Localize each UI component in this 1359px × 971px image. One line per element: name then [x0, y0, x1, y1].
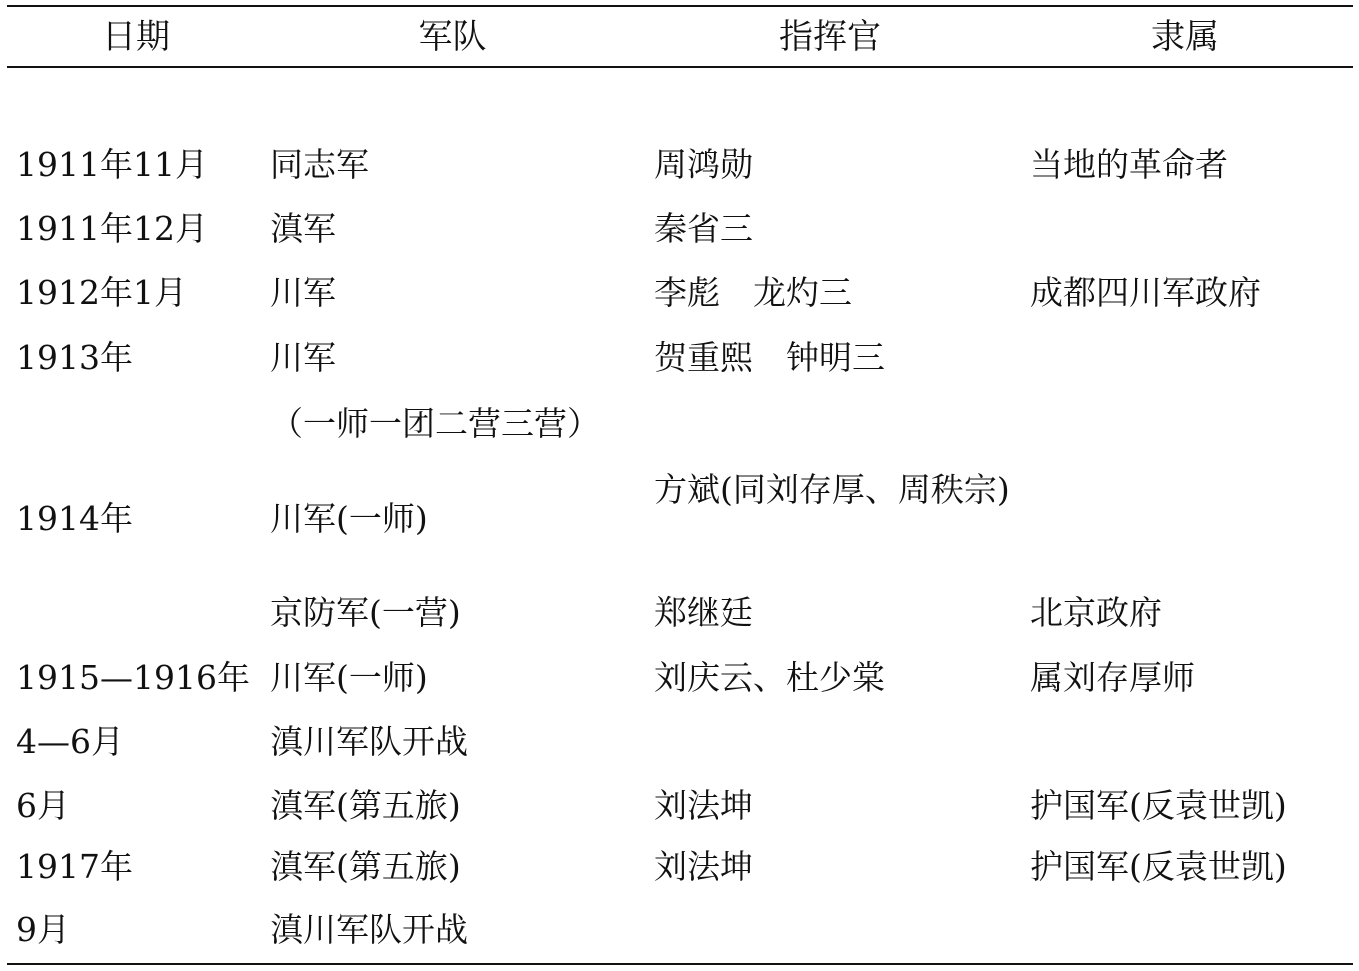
cell-date: 4—6月	[16, 722, 124, 761]
cell-affiliation: 属刘存厚师	[1030, 658, 1195, 697]
cell-army: 京防军(一营)	[270, 593, 461, 632]
cell-commander: 刘法坤	[654, 847, 753, 886]
cell-commander: 刘庆云、杜少棠	[654, 658, 885, 697]
cell-commander: 郑继廷	[654, 593, 753, 632]
cell-army: 滇军(第五旅)	[270, 847, 461, 886]
cell-affiliation: 成都四川军政府	[1030, 273, 1261, 312]
header-row	[0, 14, 1359, 60]
cell-army: 滇军(第五旅)	[270, 786, 461, 825]
header-rule	[7, 66, 1353, 68]
cell-army: 滇军	[270, 209, 336, 248]
cell-date: 9月	[16, 910, 70, 949]
cell-date: 6月	[16, 786, 70, 825]
cell-affiliation: 护国军(反袁世凯)	[1030, 847, 1287, 886]
cell-commander: 刘法坤	[654, 786, 753, 825]
cell-date: 1911年11月	[16, 145, 208, 184]
cell-date: 1913年	[16, 338, 133, 377]
top-rule	[7, 5, 1353, 7]
cell-date: 1912年1月	[16, 273, 187, 312]
cell-commander: 周鸿勋	[654, 145, 753, 184]
cell-army: 川军	[270, 338, 336, 377]
cell-army: 滇川军队开战	[270, 910, 468, 949]
header-commander: 指挥官	[779, 17, 881, 57]
cell-commander: 方斌(同刘存厚、周秩宗)	[654, 470, 1010, 509]
cell-army: 川军(一师)	[270, 658, 428, 697]
cell-army: 川军(一师)	[270, 499, 428, 538]
bottom-rule	[7, 963, 1353, 965]
cell-affiliation: 当地的革命者	[1030, 145, 1228, 184]
cell-date: 1915—1916年	[16, 658, 250, 697]
cell-affiliation: 北京政府	[1030, 593, 1162, 632]
header-army: 军队	[418, 17, 487, 57]
cell-date: 1917年	[16, 847, 133, 886]
cell-date: 1911年12月	[16, 209, 208, 248]
cell-affiliation: 护国军(反袁世凯)	[1030, 786, 1287, 825]
cell-commander: 贺重熙 钟明三	[654, 338, 885, 377]
cell-army: （一师一团二营三营）	[270, 404, 600, 443]
cell-commander: 李彪 龙灼三	[654, 273, 852, 312]
header-date: 日期	[102, 17, 170, 57]
cell-army: 川军	[270, 273, 336, 312]
cell-army: 同志军	[270, 145, 369, 184]
header-affiliation: 隶属	[1151, 17, 1219, 57]
cell-army: 滇川军队开战	[270, 722, 468, 761]
cell-commander: 秦省三	[654, 209, 753, 248]
cell-date: 1914年	[16, 499, 133, 538]
